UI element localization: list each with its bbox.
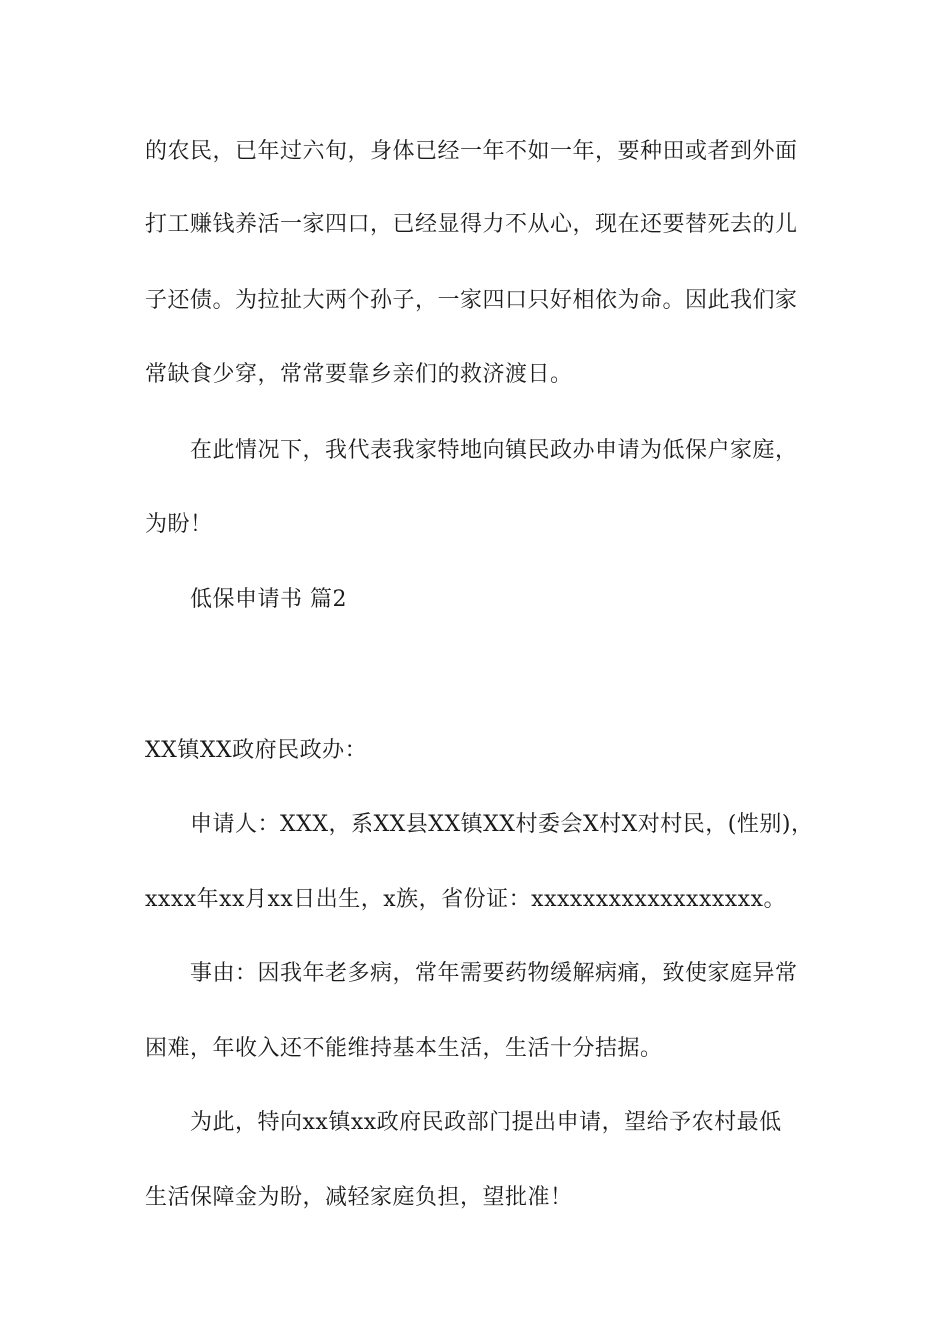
paragraph-line: 困难，年收入还不能维持基本生活，生活十分拮据。 [145, 1036, 663, 1061]
paragraph-line: 事由：因我年老多病，常年需要药物缓解病痛，致使家庭异常 [190, 961, 798, 986]
paragraph-line: 生活保障金为盼，减轻家庭负担，望批准！ [145, 1185, 573, 1210]
paragraph-line: 在此情况下，我代表我家特地向镇民政办申请为低保户家庭， [190, 438, 798, 463]
section-heading: 低保申请书 篇2 [190, 587, 347, 612]
paragraph-line: 子还债。为拉扯大两个孙子，一家四口只好相依为命。因此我们家 [145, 288, 798, 313]
paragraph-line: 为此，特向xx镇xx政府民政部门提出申请，望给予农村最低 [190, 1110, 782, 1135]
paragraph-line: 申请人：XXX，系XX县XX镇XX村委会X村X对村民，(性别)， [190, 812, 814, 837]
paragraph-line: 常缺食少穿，常常要靠乡亲们的救济渡日。 [145, 362, 573, 387]
paragraph-line: xxxx年xx月xx日出生，x族，省份证：xxxxxxxxxxxxxxxxxx。 [145, 887, 786, 912]
paragraph-line: 的农民，已年过六旬，身体已经一年不如一年，要种田或者到外面 [145, 139, 798, 164]
paragraph-line: 为盼！ [145, 512, 213, 537]
paragraph-line: 打工赚钱养活一家四口，已经显得力不从心，现在还要替死去的儿 [145, 212, 798, 237]
salutation: XX镇XX政府民政办： [145, 738, 368, 763]
